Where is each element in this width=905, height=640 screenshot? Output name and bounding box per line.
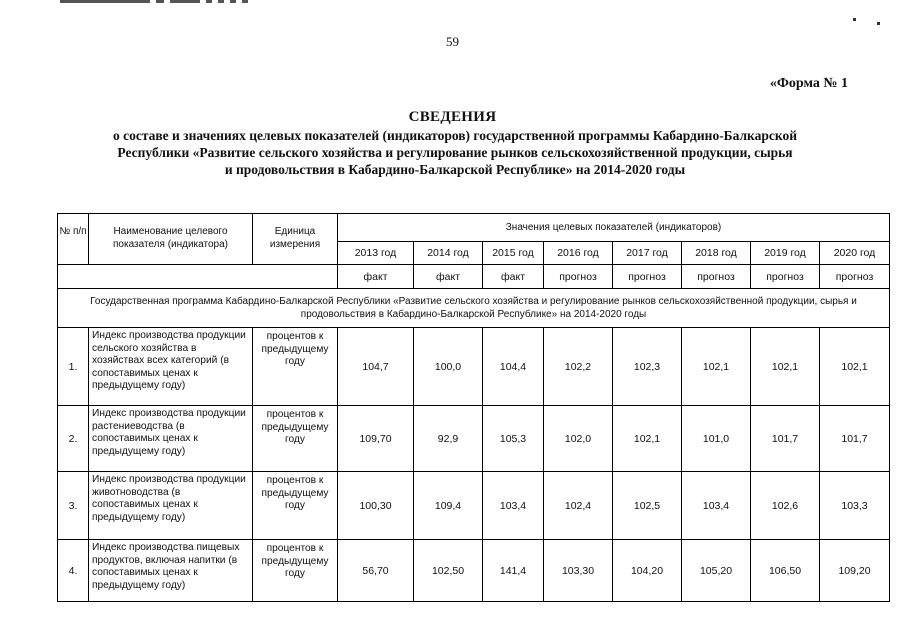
value-cell: 105,3 xyxy=(483,406,544,472)
kind-cell: прогноз xyxy=(682,265,751,289)
year-cell: 2016 год xyxy=(544,242,613,265)
value-cell: 100,30 xyxy=(338,472,414,540)
scan-mark xyxy=(853,18,856,21)
value-cell: 109,70 xyxy=(338,406,414,472)
kind-cell: факт xyxy=(338,265,414,289)
indicators-table xyxy=(57,213,890,602)
kind-row-spacer xyxy=(58,265,338,289)
top-scan-marks xyxy=(60,0,360,5)
value-cell: 104,4 xyxy=(483,328,544,406)
value-cell: 56,70 xyxy=(338,540,414,602)
value-cell: 101,0 xyxy=(682,406,751,472)
indicator-name: Индекс производства продукции животноводства (в сопоставимых ценах к предыдущему году) xyxy=(89,472,253,540)
form-label: «Форма № 1 xyxy=(769,76,848,91)
value-cell: 101,7 xyxy=(820,406,890,472)
value-cell: 102,4 xyxy=(544,472,613,540)
kind-cell: прогноз xyxy=(613,265,682,289)
value-cell: 109,4 xyxy=(414,472,483,540)
value-cell: 92,9 xyxy=(414,406,483,472)
table-row xyxy=(58,472,890,540)
value-cell: 102,50 xyxy=(414,540,483,602)
value-cell: 102,6 xyxy=(751,472,820,540)
year-cell: 2020 год xyxy=(820,242,890,265)
header-num: № п/п xyxy=(58,214,89,265)
table-row xyxy=(58,406,890,472)
value-cell: 102,1 xyxy=(820,328,890,406)
year-cell: 2019 год xyxy=(751,242,820,265)
document-subtitle xyxy=(55,127,855,178)
program-row: Государственная программа Кабардино-Балкарской Республики «Развитие сельского хозяйства и регулирование рынков сельскохозяйственной продукции, сырья и продовольствия в Кабардино-Балкарской Республике» на 2014-2020 годы xyxy=(58,289,890,328)
value-cell: 141,4 xyxy=(483,540,544,602)
table-row xyxy=(58,540,890,602)
row-number: 1. xyxy=(58,328,89,406)
value-cell: 105,20 xyxy=(682,540,751,602)
row-number: 3. xyxy=(58,472,89,540)
row-number: 4. xyxy=(58,540,89,602)
subtitle-line: и продовольствия в Кабардино-Балкарской Республике» на 2014-2020 годы xyxy=(224,162,686,177)
year-cell: 2015 год xyxy=(483,242,544,265)
header-values-group: Значения целевых показателей (индикаторов) xyxy=(338,214,890,242)
value-cell: 104,7 xyxy=(338,328,414,406)
indicator-unit: процентов к предыдущему году xyxy=(253,328,338,406)
value-cell: 106,50 xyxy=(751,540,820,602)
subtitle-line: о составе и значениях целевых показателей (индикаторов) государственной программы Кабардино-Балкарской xyxy=(112,128,798,143)
value-cell: 103,30 xyxy=(544,540,613,602)
value-cell: 103,4 xyxy=(483,472,544,540)
kind-cell: прогноз xyxy=(751,265,820,289)
kind-cell: факт xyxy=(483,265,544,289)
indicator-name: Индекс производства пищевых продуктов, включая напитки (в сопоставимых ценах к предыдущему году) xyxy=(89,540,253,602)
value-cell: 102,1 xyxy=(613,406,682,472)
indicator-unit: процентов к предыдущему году xyxy=(253,540,338,602)
header-unit: Единица измерения xyxy=(253,214,338,265)
header-indicator-name: Наименование целевого показателя (индикатора) xyxy=(89,214,253,265)
value-cell: 103,3 xyxy=(820,472,890,540)
subtitle-line: Республики «Развитие сельского хозяйства и регулирование рынков сельскохозяйственной продукции, сырья xyxy=(117,145,793,160)
value-cell: 102,3 xyxy=(613,328,682,406)
row-number: 2. xyxy=(58,406,89,472)
document-title: СВЕДЕНИЯ xyxy=(408,109,497,125)
value-cell: 103,4 xyxy=(682,472,751,540)
value-cell: 109,20 xyxy=(820,540,890,602)
kind-cell: факт xyxy=(414,265,483,289)
value-cell: 102,1 xyxy=(751,328,820,406)
value-cell: 102,1 xyxy=(682,328,751,406)
value-cell: 104,20 xyxy=(613,540,682,602)
value-cell: 102,5 xyxy=(613,472,682,540)
year-cell: 2014 год xyxy=(414,242,483,265)
value-cell: 102,0 xyxy=(544,406,613,472)
scan-mark xyxy=(877,22,880,25)
indicator-unit: процентов к предыдущему году xyxy=(253,406,338,472)
value-cell: 101,7 xyxy=(751,406,820,472)
indicator-name: Индекс производства продукции сельского хозяйства в хозяйствах всех категорий (в сопоставимых ценах к предыдущему году) xyxy=(89,328,253,406)
year-cell: 2017 год xyxy=(613,242,682,265)
page-number: 59 xyxy=(446,34,459,49)
indicator-name: Индекс производства продукции растениеводства (в сопоставимых ценах к предыдущему году) xyxy=(89,406,253,472)
year-cell: 2018 год xyxy=(682,242,751,265)
value-cell: 100,0 xyxy=(414,328,483,406)
kind-cell: прогноз xyxy=(544,265,613,289)
kind-cell: прогноз xyxy=(820,265,890,289)
year-cell: 2013 год xyxy=(338,242,414,265)
indicator-unit: процентов к предыдущему году xyxy=(253,472,338,540)
table-row xyxy=(58,328,890,406)
value-cell: 102,2 xyxy=(544,328,613,406)
